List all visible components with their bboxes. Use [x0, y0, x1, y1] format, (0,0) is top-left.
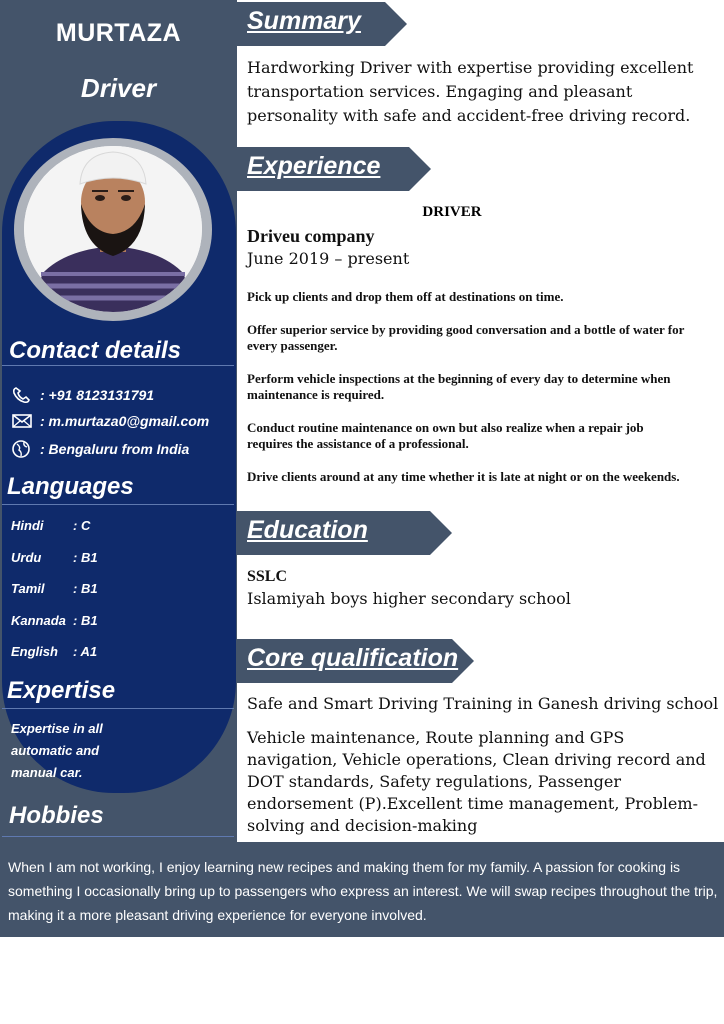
expertise-text: Expertise in all automatic and manual car. [11, 721, 103, 780]
language-name: Tamil [11, 581, 45, 596]
contact-phone-text: : +91 8123131791 [40, 387, 155, 403]
sidebar [0, 0, 237, 842]
language-name: Urdu [11, 550, 42, 565]
contact-divider [2, 365, 234, 366]
hobbies-text: When I am not working, I enjoy learning new recipes and making them for my family. A passion for cooking is something I occasionally bring up to passengers who express an interest. We will swap recipes throughout the trip, making it a more pleasant driving experience for everyone involved. [8, 859, 718, 923]
languages-divider [2, 504, 234, 505]
language-level: : C [73, 518, 91, 533]
contact-location [10, 439, 189, 459]
hobbies-heading: Hobbies [9, 802, 104, 829]
phone-icon [10, 385, 34, 405]
language-item [11, 613, 98, 628]
duty-item: Perform vehicle inspections at the beginning of every day to determine when maintenance is required. [247, 371, 671, 402]
summary-heading: Summary [247, 7, 361, 35]
language-item [11, 644, 97, 659]
qualification-skills: Vehicle maintenance, Route planning and GPS navigation, Vehicle operations, Clean driving record and DOT standards, Safety regulations, Passenger endorsement (P).Excellent time management, Problem-solving and decision-making [247, 728, 706, 835]
qualification-training: Safe and Smart Driving Training in Ganesh driving school [247, 694, 719, 713]
language-item [11, 550, 98, 565]
profile-role: Driver [80, 73, 157, 103]
job-title: DRIVER [422, 204, 482, 220]
language-name: Kannada [11, 613, 66, 628]
language-name: Hindi [11, 518, 44, 533]
globe-icon [10, 439, 34, 459]
job-duties [247, 289, 687, 497]
hobbies-divider [2, 836, 234, 837]
contact-email-text[interactable]: : m.murtaza0@gmail.com [40, 413, 210, 429]
duty-item: Offer superior service by providing good conversation and a bottle of water for every passenger. [247, 322, 685, 353]
language-name: English [11, 644, 58, 659]
language-level: : B1 [73, 581, 98, 596]
contact-location-text: : Bengaluru from India [40, 441, 190, 457]
language-item [11, 518, 90, 533]
duty-item: Pick up clients and drop them off at destinations on time. [247, 289, 564, 304]
education-heading: Education [247, 516, 368, 544]
email-icon [10, 411, 34, 431]
language-level: : B1 [73, 550, 98, 565]
contact-phone [10, 385, 154, 405]
company-name: Driveu company [247, 226, 375, 246]
duty-item: Conduct routine maintenance on own but also realize when a repair job requires the assistance of a professional. [247, 420, 644, 451]
language-level: : A1 [73, 644, 98, 659]
school-name: Islamiyah boys higher secondary school [247, 589, 571, 608]
language-level: : B1 [73, 613, 98, 628]
expertise-heading: Expertise [7, 677, 116, 704]
language-item [11, 581, 98, 596]
profile-photo [24, 146, 202, 312]
expertise-divider [2, 708, 234, 709]
qualification-heading: Core qualification [247, 644, 459, 672]
experience-heading: Experience [247, 152, 381, 180]
profile-name: MURTAZA [55, 19, 182, 47]
languages-heading: Languages [7, 473, 134, 500]
degree: SSLC [247, 568, 288, 585]
summary-text: Hardworking Driver with expertise providing excellent transportation services. Engaging and pleasant personality with safe and accident-free driving record. [247, 58, 694, 125]
contact-heading: Contact details [9, 337, 182, 364]
duty-item: Drive clients around at any time whether it is late at night or on the weekends. [247, 469, 680, 484]
contact-email [10, 411, 209, 431]
job-dates: June 2019 – present [247, 249, 410, 268]
